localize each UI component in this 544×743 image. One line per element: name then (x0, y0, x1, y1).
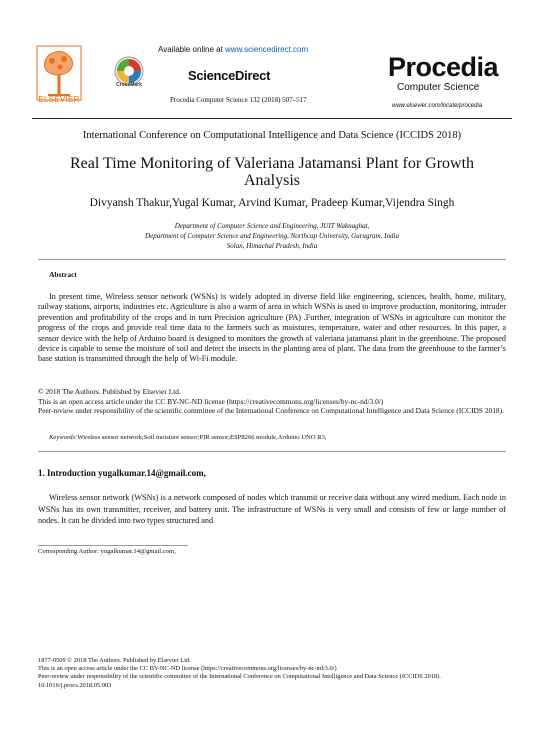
affiliation-line: Department of Computer Science and Engineering, Northcap University, Gurugram, India (145, 232, 399, 240)
footer-doi[interactable]: 10.1016/j.procs.2018.05.003 (38, 681, 112, 689)
affiliations (60, 221, 484, 251)
affiliation-line: Solan, Himachal Pradesh, India (226, 242, 318, 250)
abstract-divider-top (38, 259, 506, 260)
footnote-divider (38, 545, 188, 546)
crossmark-label: CrossMark (116, 82, 142, 88)
abstract-body: In present time, Wireless sensor network (WSNs) is widely adopted in diverse field like engineering, sciences, health, home, military, railway stations, airports, industries etc. Agriculture is also a warm of area in which WSNs is used to improve production, monitoring, intruder prevention and profitability of the crops and in turn Precision agriculture (PA) .Further, integration of WSNs in agriculture can monitor the progress of the crops and provide real time data to the farmers such as moistures, temperature, water and other resources. In this paper, a sensor device with the help of Arduino board is designed to monitors the growth of valeriana jatamansi plant in the greenhouse. The proposed device is capable to sense the moisture of soil and detect the insects in the planting area of plant. The data from the greenhouse to the farmer’s base station is transmitted through the help of Wi-Fi module. (38, 292, 506, 364)
available-prefix: Available online at (158, 45, 226, 54)
abstract-copyright (38, 387, 506, 416)
keywords-list: Wireless sensor network;Soil moisture sensor;PIR sensor;ESP8266 module,Arduino UNO R3, (77, 434, 327, 441)
elsevier-wordmark: ELSEVIER (38, 95, 80, 104)
affiliation-line: Department of Computer Science and Engineering, JUIT Waknaghat, (174, 222, 370, 230)
available-online-line (158, 45, 308, 54)
paper-title: Real Time Monitoring of Valeriana Jatamansi Plant for Growth Analysis (69, 155, 475, 189)
procedia-title: Procedia (388, 52, 499, 82)
journal-citation: Procedia Computer Science 132 (2018) 507–517 (170, 96, 307, 104)
introduction-body: Wireless sensor network (WSNs) is a network composed of nodes which transmit or receive data without any wired medium. Each node in WSNs has its own transmitter, receiver, and battery unit. The infrastructure of WSNs is very small and consists of few or large number of nodes. It can be divided into two types structured and (38, 493, 506, 525)
sciencedirect-link[interactable]: www.sciencedirect.com (225, 45, 309, 54)
keywords-label: Keywords: (49, 434, 78, 441)
page-footer (38, 657, 508, 690)
footer-issn-line: 1877-0509 © 2018 The Authors. Published by Elsevier Ltd. (38, 657, 191, 664)
license-line[interactable]: This is an open access article under the CC BY-NC-ND license (https://creativecommons.org/licenses/by-nc-nd/3.0/) (38, 396, 384, 406)
keywords (49, 434, 506, 441)
copyright-line: © 2018 The Authors. Published by Elsevier Ltd. (38, 387, 181, 396)
sciencedirect-brand: ScienceDirect (188, 68, 271, 83)
footer-peer-review-line: Peer-review under responsibility of the scientific committee of the International Conference on Computational Intelligence and Data Science (ICCIDS 2018). (38, 673, 441, 681)
procedia-url[interactable]: www.elsevier.com/locate/procedia (392, 103, 483, 109)
author-list: Divyansh Thakur,Yugal Kumar, Arvind Kumar, Pradeep Kumar,Vijendra Singh (89, 197, 455, 209)
introduction-heading: 1. Introduction yugalkumar.14@gmail.com, (38, 468, 206, 478)
corresponding-author-footnote: Corresponding Author: yugalkumar.14@gmail.com, (38, 548, 176, 555)
procedia-subtitle: Computer Science (397, 82, 480, 93)
peer-review-line: Peer-review under responsibility of the scientific committee of the International Conference on Computational Intelligence and Data Science (ICCIDS 2018). (38, 406, 504, 416)
abstract-heading: Abstract (49, 270, 77, 279)
abstract-divider-bottom (38, 451, 506, 452)
header-divider (32, 118, 512, 119)
conference-name: International Conference on Computational Intelligence and Data Science (ICCIDS 2018) (82, 130, 462, 141)
footer-license-line[interactable]: This is an open access article under the CC BY-NC-ND license (https://creativecommons.org/licenses/by-nc-nd/3.0/) (38, 665, 337, 673)
procedia-logo (388, 53, 508, 109)
